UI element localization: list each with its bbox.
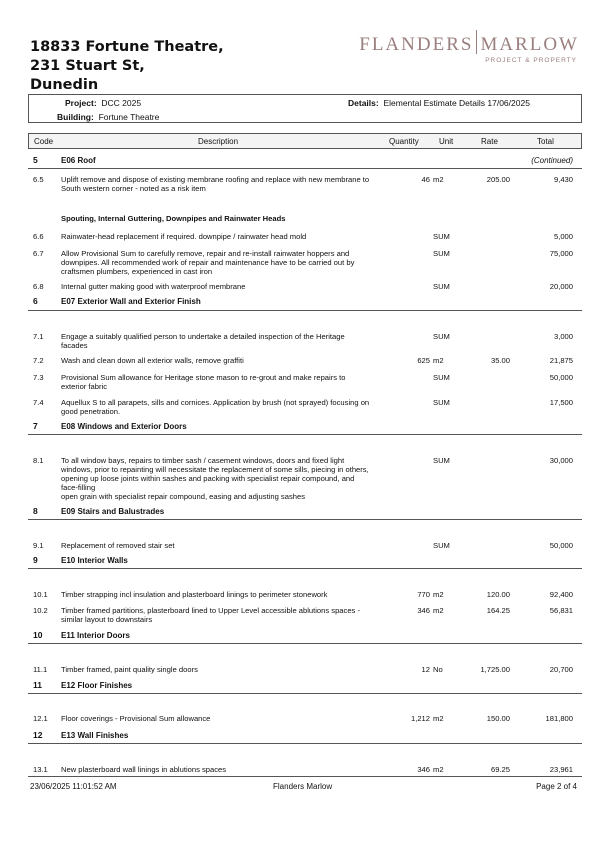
cell-rate: 1,725.00 <box>480 665 510 674</box>
cell-code: 10.1 <box>33 590 48 599</box>
cell-description: Timber strapping incl insulation and plasterboard linings to perimeter stonework <box>61 590 328 599</box>
cell-code: 7 <box>33 421 38 431</box>
project-line <box>65 98 141 108</box>
logo-left-word: FLANDERS <box>359 34 474 55</box>
footer-page-number: Page 2 of 4 <box>536 782 577 791</box>
cell-unit: m2 <box>433 356 444 365</box>
cell-quantity: 346 <box>417 765 430 774</box>
cell-rate: 150.00 <box>486 714 510 723</box>
cell-code: 7.3 <box>33 373 44 382</box>
cell-unit: SUM <box>433 398 450 407</box>
cell-total: 30,000 <box>549 456 573 465</box>
cell-description: E10 Interior Walls <box>61 556 128 565</box>
cell-description: E09 Stairs and Balustrades <box>61 507 165 516</box>
cell-total: 181,800 <box>545 714 573 723</box>
section-divider <box>28 568 582 569</box>
building-value: Fortune Theatre <box>98 112 160 122</box>
cell-code: 8 <box>33 506 38 516</box>
cell-code: 9.1 <box>33 541 44 550</box>
cell-code: 12 <box>33 730 43 740</box>
footer-company: Flanders Marlow <box>273 782 333 791</box>
details-label: Details: <box>348 98 379 108</box>
cell-description: Replacement of removed stair set <box>61 541 175 550</box>
cell-description: E06 Roof <box>61 156 96 165</box>
section-divider <box>28 519 582 520</box>
logo-tagline: PROJECT & PROPERTY <box>485 57 577 64</box>
cell-description: Uplift remove and dispose of existing membrane roofing and replace with new membrane to South western corner - noted as a risk item <box>61 175 370 193</box>
cell-code: 12.1 <box>33 714 48 723</box>
cell-rate: 205.00 <box>486 175 510 184</box>
cell-description: E13 Wall Finishes <box>61 731 129 740</box>
cell-quantity: 1,212 <box>410 714 430 723</box>
cell-rate: 69.25 <box>490 765 510 774</box>
cell-unit: SUM <box>433 282 450 291</box>
details-value: Elemental Estimate Details 17/06/2025 <box>383 98 530 108</box>
cell-code: 10.2 <box>33 606 48 615</box>
address-line: Dunedin <box>30 77 99 93</box>
cell-description: Rainwater-head replacement if required. downpipe / rainwater head mold <box>61 232 307 241</box>
cell-code: 5 <box>33 155 38 165</box>
cell-total: 9,430 <box>553 175 573 184</box>
cell-unit: SUM <box>433 332 450 341</box>
cell-quantity: 346 <box>417 606 430 615</box>
section-divider <box>28 310 582 311</box>
section-divider <box>28 434 582 435</box>
cell-total: 3,000 <box>553 332 573 341</box>
cell-total: 75,000 <box>549 249 573 258</box>
cell-code: 8.1 <box>33 456 44 465</box>
cell-description: E11 Interior Doors <box>61 631 130 640</box>
company-logo <box>359 30 579 64</box>
cell-unit: SUM <box>433 373 450 382</box>
cell-unit: SUM <box>433 541 450 550</box>
cell-description: To all window bays, repairs to timber sash / casement windows, doors and fixed light windows, prior to repainting will necessitate the replacement of some sills, piecing in others, opening up loose joints within sashes and packing with specialist repair compound, and face-filling open grain with specialist repair compound, easing and adjusting sashes <box>61 456 369 501</box>
col-total-header: Total <box>537 137 554 146</box>
section-divider <box>28 643 582 644</box>
cell-code: 13.1 <box>33 765 48 774</box>
cell-total: 17,500 <box>549 398 573 407</box>
cell-rate: 35.00 <box>490 356 510 365</box>
cell-quantity: 46 <box>421 175 430 184</box>
cell-total: 56,831 <box>549 606 573 615</box>
details-line <box>348 98 530 108</box>
cell-quantity: 12 <box>421 665 430 674</box>
cell-description: Timber framed partitions, plasterboard lined to Upper Level accessible ablutions spaces - similar layout to downstairs <box>61 606 360 624</box>
cell-quantity: 625 <box>417 356 430 365</box>
address-line: 18833 Fortune Theatre, <box>30 39 224 55</box>
cell-code: 6 <box>33 296 38 306</box>
cell-total: (Continued) <box>531 156 573 165</box>
cell-description: Floor coverings - Provisional Sum allowance <box>61 714 211 723</box>
cell-unit: SUM <box>433 249 450 258</box>
cell-unit: m2 <box>433 606 444 615</box>
cell-total: 50,000 <box>549 373 573 382</box>
cell-description: Engage a suitably qualified person to undertake a detailed inspection of the Heritage facades <box>61 332 345 350</box>
section-divider <box>28 168 582 169</box>
cell-total: 21,875 <box>549 356 573 365</box>
cell-description: Wash and clean down all exterior walls, remove graffiti <box>61 356 244 365</box>
cell-unit: SUM <box>433 232 450 241</box>
cell-total: 92,400 <box>549 590 573 599</box>
page-footer <box>28 776 582 794</box>
cell-unit: No <box>433 665 443 674</box>
cell-code: 10 <box>33 630 43 640</box>
cell-rate: 120.00 <box>486 590 510 599</box>
building-label: Building: <box>57 112 94 122</box>
section-divider <box>28 693 582 694</box>
logo-divider <box>476 30 477 54</box>
cell-code: 6.7 <box>33 249 44 258</box>
cell-code: 11.1 <box>33 665 48 674</box>
cell-description: E08 Windows and Exterior Doors <box>61 422 187 431</box>
cell-description: Internal gutter making good with waterproof membrane <box>61 282 246 291</box>
cell-description: Aquellux S to all parapets, sills and cornices. Application by brush (not sprayed) focusing on good penetration. <box>61 398 370 416</box>
cell-description: Timber framed, paint quality single doors <box>61 665 198 674</box>
cell-unit: m2 <box>433 714 444 723</box>
address-line: 231 Stuart St, <box>30 58 145 74</box>
cell-description: E12 Floor Finishes <box>61 681 133 690</box>
col-rate-header: Rate <box>481 137 498 146</box>
col-code-header: Code <box>34 137 54 146</box>
cell-description: New plasterboard wall linings in ablutions spaces <box>61 765 227 774</box>
col-quantity-header: Quantity <box>389 137 419 146</box>
logo-right-word: MARLOW <box>480 34 579 55</box>
cell-total: 20,700 <box>549 665 573 674</box>
project-info-box <box>28 94 582 123</box>
section-divider <box>28 743 582 744</box>
col-description-header: Description <box>198 137 239 146</box>
cell-rate: 164.25 <box>486 606 510 615</box>
cell-unit: SUM <box>433 456 450 465</box>
cell-quantity: 770 <box>417 590 430 599</box>
project-label: Project: <box>65 98 97 108</box>
building-line <box>57 112 159 122</box>
footer-timestamp: 23/06/2025 11:01:52 AM <box>30 782 117 791</box>
cell-description: E07 Exterior Wall and Exterior Finish <box>61 297 201 306</box>
col-unit-header: Unit <box>439 137 454 146</box>
cell-code: 6.6 <box>33 232 44 241</box>
cell-code: 6.8 <box>33 282 44 291</box>
cell-description: Spouting, Internal Guttering, Downpipes and Rainwater Heads <box>61 214 286 223</box>
cell-total: 50,000 <box>549 541 573 550</box>
cell-code: 7.1 <box>33 332 44 341</box>
cell-total: 5,000 <box>553 232 573 241</box>
cell-unit: m2 <box>433 765 444 774</box>
cell-description: Allow Provisional Sum to carefully remove, repair and re-install rainwater hoppers and downpipes. All recommended work of repair and maintenance have to be carried out by craftsmen plumbers, experienced in cast iron <box>61 249 355 276</box>
cell-code: 7.2 <box>33 356 44 365</box>
cell-code: 9 <box>33 555 38 565</box>
cell-code: 6.5 <box>33 175 44 184</box>
cell-code: 11 <box>33 680 42 690</box>
cell-total: 20,000 <box>549 282 573 291</box>
cell-code: 7.4 <box>33 398 44 407</box>
cell-description: Provisional Sum allowance for Heritage stone mason to re-grout and make repairs to exterior fabric <box>61 373 346 391</box>
cell-total: 23,961 <box>549 765 573 774</box>
cell-unit: m2 <box>433 175 444 184</box>
site-address <box>30 38 224 95</box>
table-header <box>28 133 582 149</box>
cell-unit: m2 <box>433 590 444 599</box>
project-value: DCC 2025 <box>101 98 142 108</box>
